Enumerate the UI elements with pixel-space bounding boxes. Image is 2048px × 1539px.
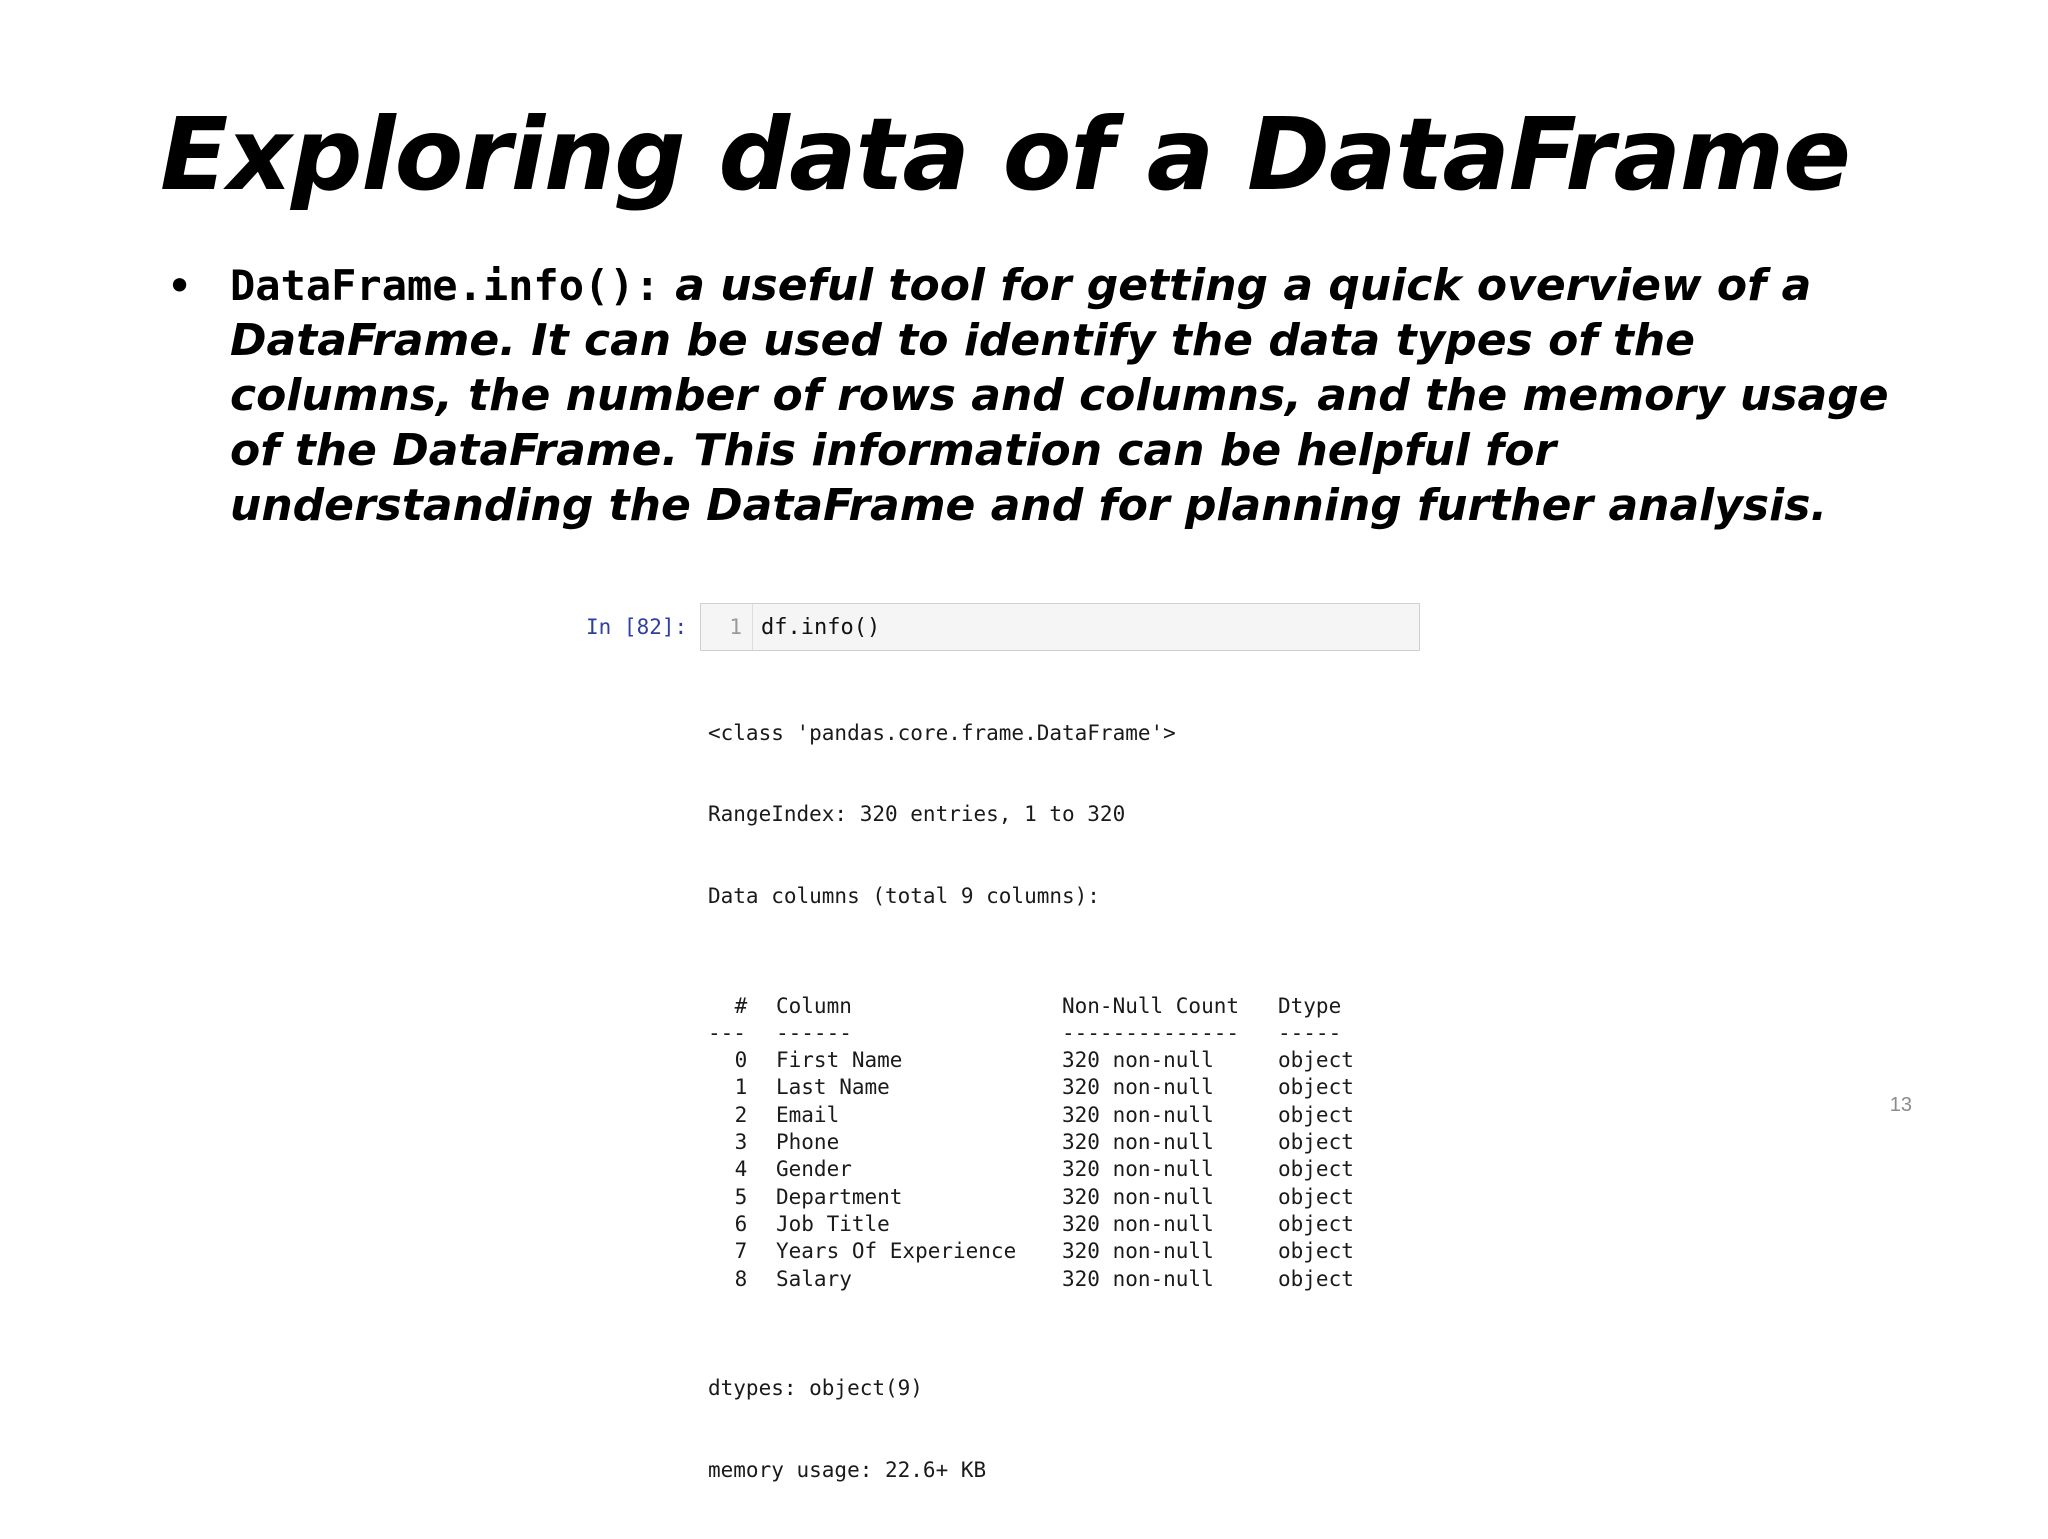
slide-number: 13 xyxy=(1889,1094,1912,1116)
input-prompt: In [82]: xyxy=(586,615,688,639)
output-line: Data columns (total 9 columns): xyxy=(708,884,1100,909)
row-non-null: 320 non-null xyxy=(1062,1239,1214,1264)
row-dtype: object xyxy=(1278,1157,1354,1182)
bullet-code-term: DataFrame.info(): xyxy=(230,261,660,310)
row-column-name: Phone xyxy=(776,1130,840,1155)
row-index: 5 xyxy=(734,1184,748,1209)
rule-cell: -------------- xyxy=(1062,1020,1240,1045)
table-row xyxy=(708,1047,1378,1074)
row-dtype: object xyxy=(1278,1266,1354,1291)
row-index: 3 xyxy=(734,1130,748,1155)
header-cell: # xyxy=(734,993,748,1018)
header-cell: Column xyxy=(776,993,852,1018)
notebook-screenshot xyxy=(580,603,1440,1539)
row-non-null: 320 non-null xyxy=(1062,1184,1214,1209)
info-table xyxy=(708,993,1378,1293)
row-dtype: object xyxy=(1278,1075,1354,1100)
row-non-null: 320 non-null xyxy=(1062,1130,1214,1155)
row-non-null: 320 non-null xyxy=(1062,1075,1214,1100)
table-row xyxy=(708,1074,1378,1101)
row-index: 0 xyxy=(734,1048,748,1073)
rule-cell: ------ xyxy=(776,1020,852,1045)
row-dtype: object xyxy=(1278,1239,1354,1264)
row-index: 1 xyxy=(734,1075,748,1100)
row-column-name: Gender xyxy=(776,1157,852,1182)
table-row xyxy=(708,1102,1378,1129)
row-index: 8 xyxy=(734,1266,748,1291)
table-header-row xyxy=(708,993,1378,1020)
row-dtype: object xyxy=(1278,1184,1354,1209)
row-dtype: object xyxy=(1278,1102,1354,1127)
input-cell-row xyxy=(580,603,1440,651)
row-dtype: object xyxy=(1278,1048,1354,1073)
row-column-name: Last Name xyxy=(776,1075,890,1100)
row-column-name: Salary xyxy=(776,1266,852,1291)
row-column-name: Department xyxy=(776,1184,903,1209)
row-column-name: First Name xyxy=(776,1048,903,1073)
table-row xyxy=(708,1238,1378,1265)
cell-output xyxy=(708,665,1440,1539)
code-text: df.info() xyxy=(761,614,881,640)
output-line: RangeIndex: 320 entries, 1 to 320 xyxy=(708,802,1126,827)
bullet-item xyxy=(164,258,1924,533)
header-cell: Non-Null Count xyxy=(1062,993,1240,1018)
bullet-description: a useful tool for getting a quick overview of a DataFrame. It can be used to identify the data types of the columns, the number of rows and columns, and the memory usage of the DataFrame. This information can be helpful for understanding the DataFrame and for planning further analysis. xyxy=(230,260,1889,531)
row-dtype: object xyxy=(1278,1130,1354,1155)
table-row xyxy=(708,1211,1378,1238)
row-column-name: Email xyxy=(776,1102,840,1127)
output-line: <class 'pandas.core.frame.DataFrame'> xyxy=(708,720,1176,745)
table-row xyxy=(708,1156,1378,1183)
table-row xyxy=(708,1184,1378,1211)
row-non-null: 320 non-null xyxy=(1062,1266,1214,1291)
row-dtype: object xyxy=(1278,1211,1354,1236)
table-row xyxy=(708,1266,1378,1293)
row-non-null: 320 non-null xyxy=(1062,1157,1214,1182)
output-line: dtypes: object(9) xyxy=(708,1375,923,1400)
output-line: memory usage: 22.6+ KB xyxy=(708,1457,987,1482)
rule-cell: ----- xyxy=(1278,1020,1342,1045)
slide-title: Exploring data of a DataFrame xyxy=(160,96,1850,213)
row-index: 2 xyxy=(734,1102,748,1127)
rule-cell: --- xyxy=(708,1020,746,1045)
row-non-null: 320 non-null xyxy=(1062,1211,1214,1236)
line-number: 1 xyxy=(701,604,753,650)
table-row xyxy=(708,1129,1378,1156)
row-index: 7 xyxy=(734,1239,748,1264)
row-column-name: Job Title xyxy=(776,1211,890,1236)
code-cell xyxy=(700,603,1420,651)
row-index: 6 xyxy=(734,1211,748,1236)
row-non-null: 320 non-null xyxy=(1062,1102,1214,1127)
table-rule-row xyxy=(708,1020,1378,1047)
bullet-text xyxy=(230,258,1924,533)
row-non-null: 320 non-null xyxy=(1062,1048,1214,1073)
row-column-name: Years Of Experience xyxy=(776,1239,1017,1264)
row-index: 4 xyxy=(734,1157,748,1182)
header-cell: Dtype xyxy=(1278,993,1342,1018)
bullet-marker: • xyxy=(166,259,194,313)
